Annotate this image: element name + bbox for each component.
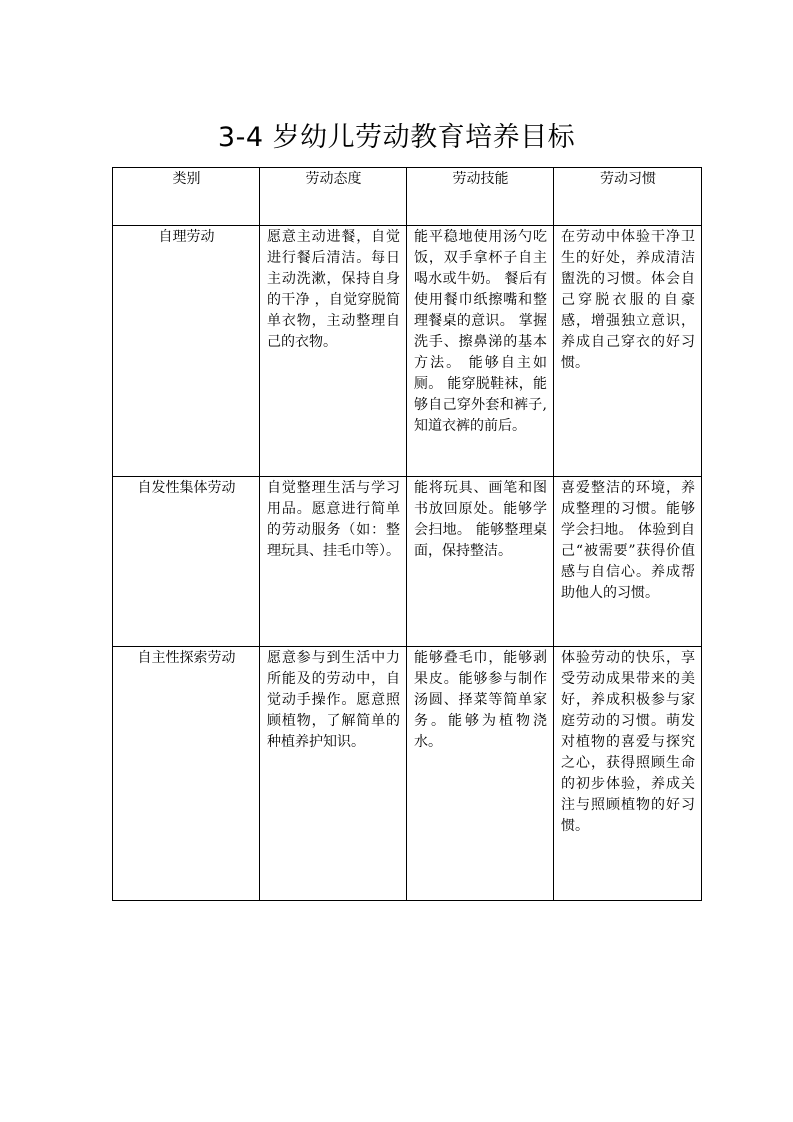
header-habit: 劳动习惯: [554, 168, 702, 226]
row-habit: 在劳动中体验干净卫生的好处，养成清洁盥洗的习惯。体会自己穿脱衣服的自豪感，增强独立意识，养成自己穿衣的好习惯。: [554, 226, 702, 477]
row-skill: 能将玩具、画笔和图书放回原处。能够学会扫地。 能够整理桌面，保持整洁。: [407, 477, 554, 647]
table-row: [113, 226, 702, 477]
row-attitude: 自觉整理生活与学习用品。愿意进行简单的劳动服务（如：整理玩具、挂毛巾等）。: [260, 477, 407, 647]
row-habit: 喜爱整洁的环境，养成整理的习惯。能够学会扫地。 体验到自己“被需要”获得价值感与自信心。养成帮助他人的习惯。: [554, 477, 702, 647]
row-category: 自理劳动: [113, 226, 260, 477]
header-attitude: 劳动态度: [260, 168, 407, 226]
row-skill: 能平稳地使用汤勺吃饭，双手拿杯子自主喝水或牛奶。 餐后有使用餐巾纸擦嘴和整理餐桌的意识。 掌握洗手、擦鼻涕的基本方法。 能够自主如厕。 能穿脱鞋袜，能够自己穿外套和裤子,知道衣裤的前后。: [407, 226, 554, 477]
row-category: 自发性集体劳动: [113, 477, 260, 647]
header-category: 类别: [113, 168, 260, 226]
table-row: [113, 647, 702, 901]
row-category: 自主性探索劳动: [113, 647, 260, 901]
table-header-row: [113, 168, 702, 226]
table-row: [113, 477, 702, 647]
header-skill: 劳动技能: [407, 168, 554, 226]
page-title: 3-4 岁幼儿劳动教育培养目标: [217, 122, 576, 153]
row-attitude: 愿意主动进餐，自觉进行餐后清洁。每日主动洗漱，保持自身的干净 ，自觉穿脱简单衣物，主动整理自己的衣物。: [260, 226, 407, 477]
row-skill: 能够叠毛巾，能够剥果皮。能够参与制作汤圆、择菜等简单家务。能够为植物浇水。: [407, 647, 554, 901]
row-habit: 体验劳动的快乐，享受劳动成果带来的美好，养成积极参与家庭劳动的习惯。萌发对植物的喜爱与探究之心，获得照顾生命 的初步体验，养成关注与照顾植物的好习惯。: [554, 647, 702, 901]
goals-table: [112, 167, 702, 901]
row-attitude: 愿意参与到生活中力所能及的劳动中，自觉动手操作。愿意照顾植物，了解简单的种植养护知识。: [260, 647, 407, 901]
